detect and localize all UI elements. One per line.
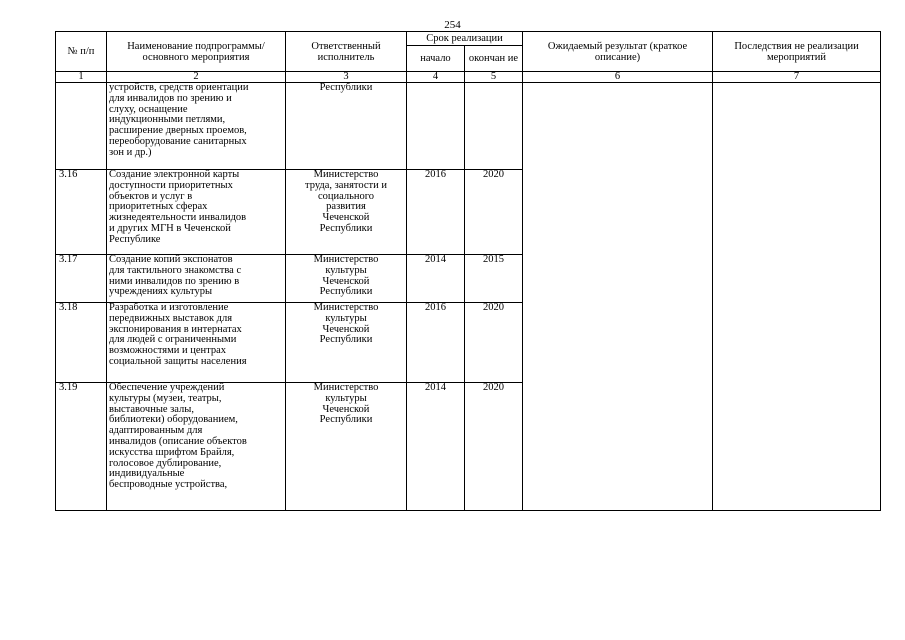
executor [286, 255, 407, 303]
end-year [465, 83, 523, 170]
executor-text: Министерство культуры Чеченской Республики [313, 254, 379, 298]
start-year: 2016 [407, 303, 465, 383]
program-table [55, 31, 881, 511]
column-number: 4 [407, 72, 465, 83]
header-end: окончан ие [465, 46, 523, 72]
executor-text: Министерство культуры Чеченской Республики [313, 382, 379, 426]
measure-name-text: Разработка и изготовление передвижных выставок для экспонирования в интернатах для людей с ограниченными возможностями и центрах социальной защиты населения [109, 302, 247, 367]
measure-name [107, 303, 286, 383]
executor [286, 83, 407, 170]
column-number: 2 [107, 72, 286, 83]
executor [286, 383, 407, 511]
header-num: № п/п [56, 32, 107, 72]
end-year: 2020 [465, 383, 523, 511]
measure-name-text: устройств, средств ориентации для инвалидов по зрению и слуху, оснащение индукционными петлями, расширение дверных проемов, переоборудование санитарных зон и др.) [109, 82, 249, 158]
measure-name [107, 383, 286, 511]
measure-name-text: Создание копий экспонатов для тактильного знакомства с ними инвалидов по зрению в учреждениях культуры [109, 254, 242, 298]
column-number: 1 [56, 72, 107, 83]
end-year: 2020 [465, 170, 523, 255]
consequences-cell [713, 83, 881, 511]
header-consequences: Последствия не реализации мероприятий [713, 32, 881, 72]
column-number: 5 [465, 72, 523, 83]
header-result: Ожидаемый результат (краткое описание) [523, 32, 713, 72]
row-number: 3.16 [56, 170, 107, 255]
end-year: 2020 [465, 303, 523, 383]
start-year [407, 83, 465, 170]
start-year: 2016 [407, 170, 465, 255]
measure-name [107, 170, 286, 255]
executor [286, 303, 407, 383]
row-number: 3.18 [56, 303, 107, 383]
executor-text: Министерство культуры Чеченской Республики [313, 302, 379, 346]
expected-result-cell [523, 83, 713, 511]
header-executor: Ответственный исполнитель [286, 32, 407, 72]
row-number: 3.19 [56, 383, 107, 511]
column-number: 7 [713, 72, 881, 83]
executor [286, 170, 407, 255]
header-start: начало [407, 46, 465, 72]
header-row-1 [56, 32, 881, 46]
column-number: 6 [523, 72, 713, 83]
measure-name [107, 83, 286, 170]
measure-name [107, 255, 286, 303]
header-name: Наименование подпрограммы/ основного мероприятия [107, 32, 286, 72]
end-year: 2015 [465, 255, 523, 303]
measure-name-text: Обеспечение учреждений культуры (музеи, театры, выставочные залы, библиотеки) оборудованием, адаптированным для инвалидов (описание объектов искусства шрифтом Брайля, голосовое дублирование, индивидуальные беспроводные устройства, [109, 382, 247, 491]
start-year: 2014 [407, 383, 465, 511]
executor-text: Министерство труда, занятости и социального развития Чеченской Республики [304, 169, 387, 234]
start-year: 2014 [407, 255, 465, 303]
executor-text: Республики [319, 82, 373, 93]
row-number [56, 83, 107, 170]
measure-name-text: Создание электронной карты доступности приоритетных объектов и услуг в приоритетных сферах жизнедеятельности инвалидов и других МГН в Чеченской Республике [109, 169, 247, 245]
table-row [56, 83, 881, 170]
page-number: 254 [444, 19, 461, 31]
header-period: Срок реализации [407, 32, 523, 46]
row-number: 3.17 [56, 255, 107, 303]
column-number: 3 [286, 72, 407, 83]
column-numbers-row [56, 72, 881, 83]
